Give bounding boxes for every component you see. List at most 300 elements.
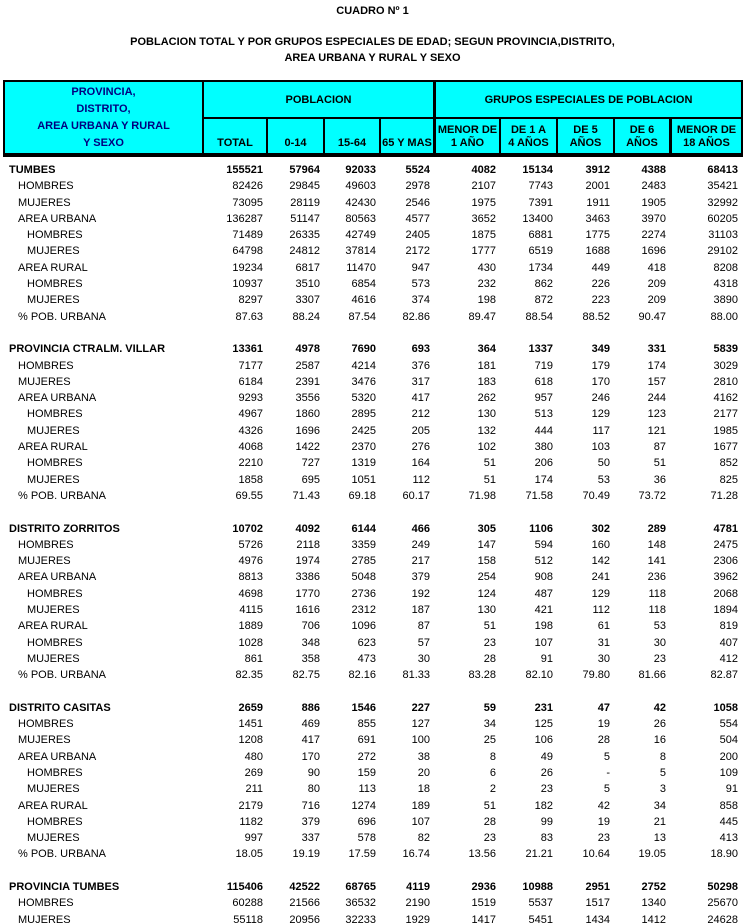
cell-value: 3463 xyxy=(585,212,610,225)
cell-value: 2483 xyxy=(641,180,666,193)
cell-value: 106 xyxy=(534,734,553,747)
cell-value: 60288 xyxy=(232,897,263,910)
cell-value: 16 xyxy=(653,734,666,747)
cell-value: 182 xyxy=(534,799,553,812)
stub-line: Y SEXO xyxy=(83,136,124,149)
cell-value: 81.66 xyxy=(638,669,666,682)
cell-value: 2306 xyxy=(713,555,738,568)
cell-value: 82.10 xyxy=(525,669,553,682)
cell-value: 6854 xyxy=(351,278,376,291)
cell-value: - xyxy=(606,766,610,779)
table-row xyxy=(5,667,741,683)
table-row xyxy=(5,846,741,862)
cell-value: 82426 xyxy=(232,180,263,193)
cell-value: 82.75 xyxy=(292,669,320,682)
row-label: AREA RURAL xyxy=(18,441,88,454)
row-label: MUJERES xyxy=(27,652,80,665)
cell-value: 71.58 xyxy=(525,489,553,502)
col-header-65-y-mas: 65 Y MAS xyxy=(379,117,433,153)
row-label: HOMBRES xyxy=(18,718,74,731)
cell-value: 1775 xyxy=(585,229,610,242)
table-row xyxy=(5,227,741,243)
table-row xyxy=(5,830,741,846)
cell-value: 231 xyxy=(534,701,553,714)
cell-value: 7177 xyxy=(238,359,263,372)
cell-value: 200 xyxy=(719,750,738,763)
cell-value: 1770 xyxy=(295,587,320,600)
row-label: HOMBRES xyxy=(18,359,74,372)
cell-value: 5451 xyxy=(528,913,553,924)
cell-value: 8297 xyxy=(238,294,263,307)
col-header-15-64: 15-64 xyxy=(323,117,379,153)
cell-value: 109 xyxy=(719,766,738,779)
cell-value: 227 xyxy=(411,701,430,714)
col-header-de-1-a-4-anos: DE 1 A 4 AÑOS xyxy=(499,117,556,153)
cell-value: 1028 xyxy=(238,636,263,649)
cell-value: 706 xyxy=(301,620,320,633)
table-row xyxy=(5,586,741,602)
cell-value: 51 xyxy=(653,457,666,470)
cell-value: 31103 xyxy=(708,229,738,242)
row-label: % POB. URBANA xyxy=(18,310,107,323)
table-row xyxy=(5,423,741,439)
table-row xyxy=(5,798,741,814)
cell-value: 6144 xyxy=(351,522,376,535)
cell-value: 6184 xyxy=(238,375,263,388)
cell-value: 8208 xyxy=(713,261,738,274)
table-row xyxy=(5,879,741,895)
cell-value: 3970 xyxy=(641,212,666,225)
cell-value: 117 xyxy=(592,424,610,437)
cell-value: 42749 xyxy=(345,229,376,242)
cell-value: 1451 xyxy=(238,718,263,731)
cell-value: 174 xyxy=(534,473,553,486)
cell-value: 102 xyxy=(477,441,496,454)
cell-value: 80563 xyxy=(345,212,376,225)
cell-value: 87.63 xyxy=(235,310,263,323)
cell-value: 212 xyxy=(411,408,430,421)
cell-value: 407 xyxy=(719,636,738,649)
cell-value: 716 xyxy=(301,799,320,812)
cell-value: 181 xyxy=(477,359,496,372)
cell-value: 4967 xyxy=(238,408,263,421)
cell-value: 623 xyxy=(357,636,376,649)
cell-value: 68765 xyxy=(345,881,376,894)
cell-value: 3307 xyxy=(295,294,320,307)
cell-value: 1434 xyxy=(585,913,610,924)
cell-value: 38 xyxy=(417,750,430,763)
block-spacer xyxy=(5,325,741,341)
cell-value: 693 xyxy=(411,343,430,356)
cell-value: 80 xyxy=(307,783,320,796)
cell-value: 18.05 xyxy=(235,848,263,861)
cell-value: 26335 xyxy=(289,229,320,242)
stub-line: AREA URBANA Y RURAL xyxy=(37,119,170,132)
cell-value: 9293 xyxy=(238,392,263,405)
cell-value: 51147 xyxy=(290,212,320,225)
cell-value: 512 xyxy=(534,555,553,568)
cell-value: 83 xyxy=(540,832,553,845)
table-row xyxy=(5,472,741,488)
cell-value: 5320 xyxy=(351,392,376,405)
cell-value: 4162 xyxy=(713,392,738,405)
cell-value: 51 xyxy=(483,620,496,633)
row-label: MUJERES xyxy=(18,196,71,209)
cell-value: 1546 xyxy=(351,701,376,714)
cell-value: 380 xyxy=(534,441,553,454)
cell-value: 241 xyxy=(591,571,610,584)
cell-value: 1182 xyxy=(239,815,263,828)
cell-value: 118 xyxy=(648,604,666,617)
cell-value: 4976 xyxy=(238,555,263,568)
cell-value: 5537 xyxy=(528,897,553,910)
cell-value: 89.47 xyxy=(468,310,496,323)
cell-value: 1051 xyxy=(351,473,376,486)
cell-value: 71489 xyxy=(232,229,263,242)
cell-value: 91 xyxy=(540,652,553,665)
cell-value: 2951 xyxy=(585,881,610,894)
cell-value: 8813 xyxy=(238,571,263,584)
cell-value: 71.43 xyxy=(292,489,320,502)
cell-value: 19 xyxy=(597,815,610,828)
cell-value: 19.19 xyxy=(292,848,320,861)
cell-value: 53 xyxy=(597,473,610,486)
cell-value: 449 xyxy=(591,261,610,274)
table-row xyxy=(5,390,741,406)
cell-value: 254 xyxy=(477,571,496,584)
cell-value: 4781 xyxy=(713,522,738,535)
cell-value: 413 xyxy=(719,832,738,845)
cell-value: 5048 xyxy=(351,571,376,584)
cell-value: 1616 xyxy=(295,604,320,617)
cell-value: 130 xyxy=(477,408,496,421)
cell-value: 862 xyxy=(534,278,553,291)
cell-value: 379 xyxy=(301,815,320,828)
cell-value: 179 xyxy=(591,359,610,372)
cell-value: 872 xyxy=(534,294,553,307)
cell-value: 908 xyxy=(534,571,553,584)
cell-value: 1985 xyxy=(713,424,738,437)
cell-value: 82.87 xyxy=(710,669,738,682)
stub-line: PROVINCIA, xyxy=(71,85,136,98)
row-label: HOMBRES xyxy=(27,815,83,828)
table-row xyxy=(5,341,741,357)
cell-value: 91 xyxy=(725,783,738,796)
cell-value: 331 xyxy=(647,343,666,356)
cell-value: 113 xyxy=(358,783,376,796)
cell-value: 444 xyxy=(534,424,553,437)
cell-value: 4115 xyxy=(239,604,263,617)
cell-value: 858 xyxy=(719,799,738,812)
cell-value: 4318 xyxy=(713,278,738,291)
cell-value: 7743 xyxy=(528,180,553,193)
cell-value: 136287 xyxy=(226,212,263,225)
cell-value: 3962 xyxy=(713,571,738,584)
cell-value: 957 xyxy=(534,392,553,405)
cell-value: 148 xyxy=(647,538,666,551)
cell-value: 13400 xyxy=(522,212,553,225)
cell-value: 302 xyxy=(591,522,610,535)
cell-value: 1058 xyxy=(713,701,738,714)
cell-value: 2068 xyxy=(713,587,738,600)
table-row xyxy=(5,814,741,830)
table-row xyxy=(5,439,741,455)
cell-value: 10988 xyxy=(522,881,553,894)
cell-value: 1519 xyxy=(471,897,496,910)
cell-value: 1319 xyxy=(351,457,376,470)
cell-value: 5 xyxy=(659,766,666,779)
cell-value: 6817 xyxy=(295,261,320,274)
row-label: HOMBRES xyxy=(27,636,83,649)
cell-value: 469 xyxy=(301,718,320,731)
cell-value: 60.17 xyxy=(402,489,430,502)
cell-value: 246 xyxy=(591,392,610,405)
cell-value: 3556 xyxy=(295,392,320,405)
cell-value: 125 xyxy=(534,718,553,731)
cell-value: 236 xyxy=(647,571,666,584)
cell-value: 1875 xyxy=(471,229,496,242)
cell-value: 349 xyxy=(591,343,610,356)
cell-value: 1688 xyxy=(585,245,610,258)
cell-value: 5 xyxy=(603,750,610,763)
cell-value: 115406 xyxy=(226,881,263,894)
row-label: MUJERES xyxy=(18,375,71,388)
cell-value: 2274 xyxy=(641,229,666,242)
cell-value: 289 xyxy=(647,522,666,535)
cell-value: 2475 xyxy=(713,538,738,551)
cell-value: 10.64 xyxy=(582,848,610,861)
col-header-menor-de-18-anos: MENOR DE 18 AÑOS xyxy=(669,117,741,153)
cell-value: 2936 xyxy=(471,881,496,894)
cell-value: 1696 xyxy=(295,424,320,437)
cell-value: 124 xyxy=(477,587,496,600)
cell-value: 25670 xyxy=(707,897,738,910)
cell-value: 317 xyxy=(411,375,430,388)
cell-value: 276 xyxy=(411,441,430,454)
cell-value: 337 xyxy=(301,832,320,845)
cell-value: 412 xyxy=(719,652,738,665)
row-label: TUMBES xyxy=(9,164,56,176)
cell-value: 819 xyxy=(719,620,738,633)
cell-value: 68413 xyxy=(707,164,738,176)
row-label: HOMBRES xyxy=(27,278,83,291)
cell-value: 691 xyxy=(357,734,376,747)
table-row xyxy=(5,700,741,716)
row-label: HOMBRES xyxy=(27,457,83,470)
cell-value: 170 xyxy=(301,750,320,763)
cell-value: 53 xyxy=(653,620,666,633)
row-label: AREA URBANA xyxy=(18,750,97,763)
cell-value: 855 xyxy=(357,718,376,731)
cell-value: 3890 xyxy=(713,294,738,307)
cell-value: 20956 xyxy=(289,913,320,924)
cell-value: 211 xyxy=(245,783,263,796)
cell-value: 2587 xyxy=(295,359,320,372)
table-row xyxy=(5,749,741,765)
table-row xyxy=(5,651,741,667)
cell-value: 3652 xyxy=(471,212,496,225)
cell-value: 861 xyxy=(244,652,263,665)
cell-value: 30 xyxy=(597,652,610,665)
cell-value: 205 xyxy=(411,424,430,437)
group-header-poblacion: POBLACION xyxy=(285,93,352,106)
cell-value: 1911 xyxy=(586,196,610,209)
cell-value: 15134 xyxy=(522,164,553,176)
cell-value: 1777 xyxy=(471,245,496,258)
cell-value: 34 xyxy=(483,718,496,731)
cell-value: 158 xyxy=(477,555,496,568)
cell-value: 28 xyxy=(597,734,610,747)
table-row xyxy=(5,895,741,911)
cell-value: 473 xyxy=(357,652,376,665)
cell-value: 618 xyxy=(534,375,553,388)
cell-value: 170 xyxy=(591,375,610,388)
cell-value: 1106 xyxy=(529,522,553,535)
cell-value: 87 xyxy=(653,441,666,454)
cell-value: 11470 xyxy=(346,261,376,274)
cell-value: 8 xyxy=(659,750,666,763)
table-row xyxy=(5,732,741,748)
cell-value: 129 xyxy=(591,587,610,600)
cell-value: 2810 xyxy=(713,375,738,388)
row-label: % POB. URBANA xyxy=(18,489,107,502)
cell-value: 23 xyxy=(540,783,553,796)
cell-value: 82.16 xyxy=(348,669,376,682)
cell-value: 49603 xyxy=(345,180,376,193)
cell-value: 727 xyxy=(301,457,320,470)
cell-value: 2172 xyxy=(405,245,430,258)
col-header-de-6-anos: DE 6 AÑOS xyxy=(613,117,669,153)
page-title: CUADRO Nº 1 xyxy=(336,5,409,17)
cell-value: 7391 xyxy=(528,196,553,209)
table-row xyxy=(5,162,741,178)
row-label: HOMBRES xyxy=(18,538,74,551)
cell-value: 118 xyxy=(648,587,666,600)
cell-value: 2752 xyxy=(641,881,666,894)
cell-value: 348 xyxy=(301,636,320,649)
cell-value: 13 xyxy=(653,832,666,845)
cell-value: 88.52 xyxy=(582,310,610,323)
cell-value: 358 xyxy=(301,652,320,665)
cell-value: 10702 xyxy=(232,522,263,535)
cell-value: 99 xyxy=(540,815,553,828)
table-row xyxy=(5,309,741,325)
cell-value: 123 xyxy=(647,408,666,421)
cell-value: 187 xyxy=(411,604,430,617)
cell-value: 29102 xyxy=(707,245,738,258)
cell-value: 28119 xyxy=(290,196,320,209)
table-row xyxy=(5,374,741,390)
cell-value: 21.21 xyxy=(525,848,553,861)
cell-value: 6881 xyxy=(528,229,553,242)
cell-value: 57964 xyxy=(289,164,320,176)
cell-value: 1889 xyxy=(238,620,263,633)
table-row xyxy=(5,781,741,797)
table-row xyxy=(5,260,741,276)
cell-value: 269 xyxy=(244,766,263,779)
row-label: MUJERES xyxy=(27,832,80,845)
cell-value: 4214 xyxy=(351,359,376,372)
cell-value: 130 xyxy=(477,604,496,617)
cell-value: 71.98 xyxy=(468,489,496,502)
cell-value: 2107 xyxy=(471,180,496,193)
row-label: AREA URBANA xyxy=(18,392,97,405)
cell-value: 825 xyxy=(719,473,738,486)
cell-value: 50298 xyxy=(707,881,738,894)
cell-value: 1096 xyxy=(351,620,376,633)
row-label: MUJERES xyxy=(27,245,80,258)
cell-value: 4978 xyxy=(295,343,320,356)
table-row xyxy=(5,292,741,308)
cell-value: 206 xyxy=(534,457,553,470)
cell-value: 87 xyxy=(417,620,430,633)
cell-value: 17.59 xyxy=(348,848,376,861)
block-spacer xyxy=(5,863,741,879)
cell-value: 132 xyxy=(477,424,496,437)
cell-value: 852 xyxy=(719,457,738,470)
cell-value: 141 xyxy=(647,555,666,568)
cell-value: 90 xyxy=(307,766,320,779)
cell-value: 79.80 xyxy=(582,669,610,682)
cell-value: 1517 xyxy=(585,897,610,910)
cell-value: 3029 xyxy=(713,359,738,372)
cell-value: 5524 xyxy=(405,164,430,176)
row-label: AREA RURAL xyxy=(18,261,88,274)
cell-value: 159 xyxy=(357,766,376,779)
cell-value: 2785 xyxy=(351,555,376,568)
cell-value: 155521 xyxy=(226,164,263,176)
cell-value: 2895 xyxy=(351,408,376,421)
cell-value: 1975 xyxy=(471,196,496,209)
cell-value: 20 xyxy=(417,766,430,779)
row-label: AREA URBANA xyxy=(18,571,97,584)
cell-value: 3359 xyxy=(351,538,376,551)
cell-value: 57 xyxy=(417,636,430,649)
cell-value: 217 xyxy=(411,555,430,568)
cell-value: 60205 xyxy=(707,212,738,225)
row-label: HOMBRES xyxy=(27,408,83,421)
cell-value: 83.28 xyxy=(468,669,496,682)
stub-line: DISTRITO, xyxy=(76,102,131,115)
cell-value: 480 xyxy=(244,750,263,763)
cell-value: 4092 xyxy=(295,522,320,535)
cell-value: 42 xyxy=(597,799,610,812)
table-row xyxy=(5,406,741,422)
page-subtitle-line1: POBLACION TOTAL Y POR GRUPOS ESPECIALES DE EDAD; SEGUN PROVINCIA,DISTRITO, xyxy=(130,36,615,48)
cell-value: 2425 xyxy=(351,424,376,437)
row-label: DISTRITO CASITAS xyxy=(9,701,111,714)
row-label: MUJERES xyxy=(27,783,80,796)
row-label: MUJERES xyxy=(18,913,71,924)
table-row xyxy=(5,569,741,585)
cell-value: 244 xyxy=(647,392,666,405)
table-row xyxy=(5,537,741,553)
cell-value: 28 xyxy=(483,815,496,828)
cell-value: 1905 xyxy=(641,196,666,209)
cell-value: 42430 xyxy=(345,196,376,209)
cell-value: 61 xyxy=(597,620,610,633)
cell-value: 445 xyxy=(719,815,738,828)
cell-value: 103 xyxy=(591,441,610,454)
cell-value: 88.54 xyxy=(525,310,553,323)
stub-header xyxy=(5,82,204,153)
cell-value: 21 xyxy=(653,815,666,828)
cell-value: 2546 xyxy=(405,196,430,209)
cell-value: 4698 xyxy=(238,587,263,600)
cell-value: 121 xyxy=(647,424,666,437)
cell-value: 73.72 xyxy=(638,489,666,502)
cell-value: 5 xyxy=(603,783,610,796)
